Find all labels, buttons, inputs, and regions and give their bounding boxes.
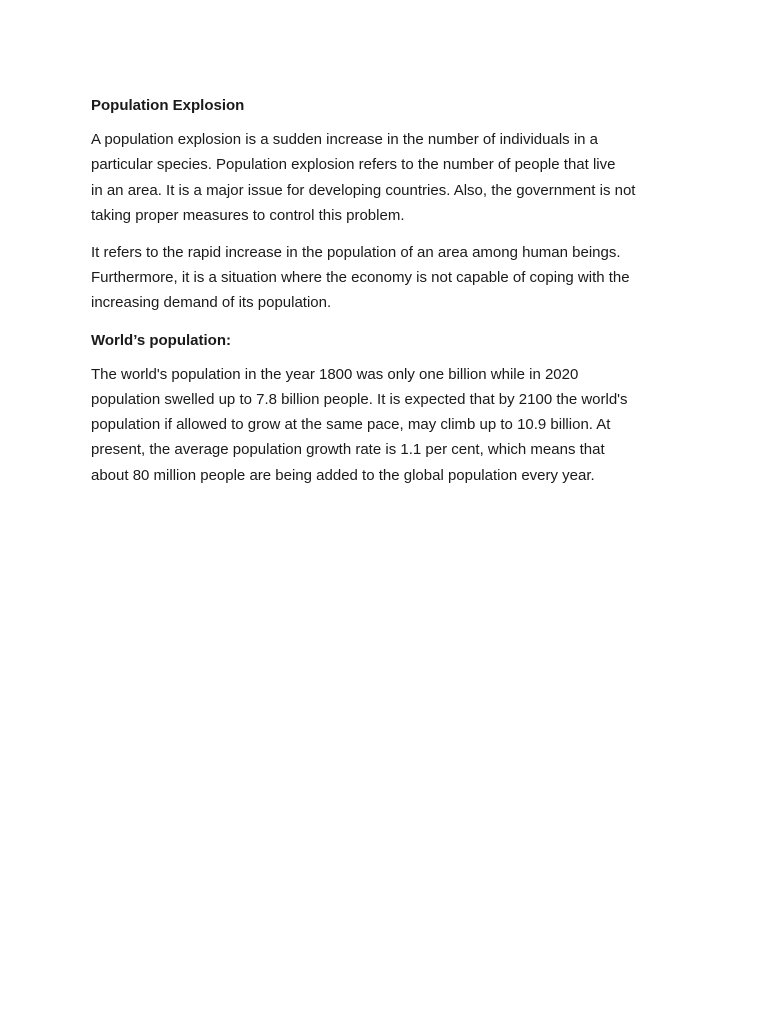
text-line: in an area. It is a major issue for developing countries. Also, the government is not <box>91 181 636 199</box>
section-heading-worlds-population: World’s population: <box>91 331 231 349</box>
paragraph-rapid-increase <box>91 240 691 316</box>
text-line: Furthermore, it is a situation where the economy is not capable of coping with the <box>91 269 630 287</box>
text-line: A population explosion is a sudden increase in the number of individuals in a <box>91 131 598 149</box>
document-body <box>91 93 691 500</box>
text-line: The world's population in the year 1800 was only one billion while in 2020 <box>91 365 579 383</box>
text-line: present, the average population growth rate is 1.1 per cent, which means that <box>91 441 605 459</box>
text-line: population if allowed to grow at the same pace, may climb up to 10.9 billion. At <box>91 416 611 434</box>
section-heading-population-explosion: Population Explosion <box>91 97 245 114</box>
paragraph-population-statistics <box>91 362 691 488</box>
text-line: It refers to the rapid increase in the population of an area among human beings. <box>91 244 621 262</box>
paragraph-definition <box>91 127 691 228</box>
text-line: about 80 million people are being added to the global population every year. <box>91 466 595 484</box>
text-line: taking proper measures to control this problem. <box>91 206 405 224</box>
text-line: increasing demand of its population. <box>91 294 332 312</box>
text-line: particular species. Population explosion refers to the number of people that live <box>91 156 616 174</box>
text-line: population swelled up to 7.8 billion people. It is expected that by 2100 the world's <box>91 391 628 409</box>
